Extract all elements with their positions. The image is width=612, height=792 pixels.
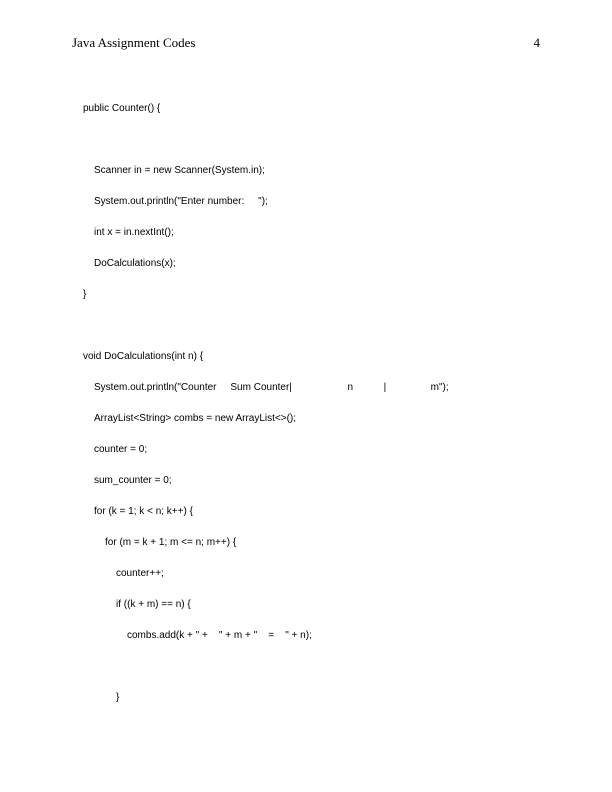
code-line-close-brace: } [83, 289, 87, 300]
running-header-title: Java Assignment Codes [72, 35, 196, 50]
code-line-counter-init: counter = 0; [94, 444, 148, 455]
code-line-arraylist: ArrayList<String> combs = new ArrayList<>(); [94, 413, 297, 424]
code-line-if-close-brace: } [116, 692, 120, 703]
code-line-if: if ((k + m) == n) { [116, 599, 191, 610]
code-line-counter-increment: counter++; [116, 568, 164, 579]
code-line-combs-add: combs.add(k + " + " + m + " = " + n); [127, 630, 312, 641]
code-line-outer-for: for (k = 1; k < n; k++) { [94, 506, 193, 517]
code-line-scanner: Scanner in = new Scanner(System.in); [94, 165, 265, 176]
code-line-sum-counter-init: sum_counter = 0; [94, 475, 172, 486]
code-line-method-signature: void DoCalculations(int n) { [83, 351, 204, 362]
page-number: 4 [533, 35, 540, 50]
code-line-constructor: public Counter() { [83, 103, 161, 114]
code-line-print-prompt: System.out.println("Enter number: "); [94, 196, 268, 207]
code-line-inner-for: for (m = k + 1; m <= n; m++) { [105, 537, 237, 548]
code-line-call-calc: DoCalculations(x); [94, 258, 176, 269]
code-line-read-int: int x = in.nextInt(); [94, 227, 174, 238]
code-line-print-header: System.out.println("Counter Sum Counter| n | m"); [94, 382, 449, 393]
